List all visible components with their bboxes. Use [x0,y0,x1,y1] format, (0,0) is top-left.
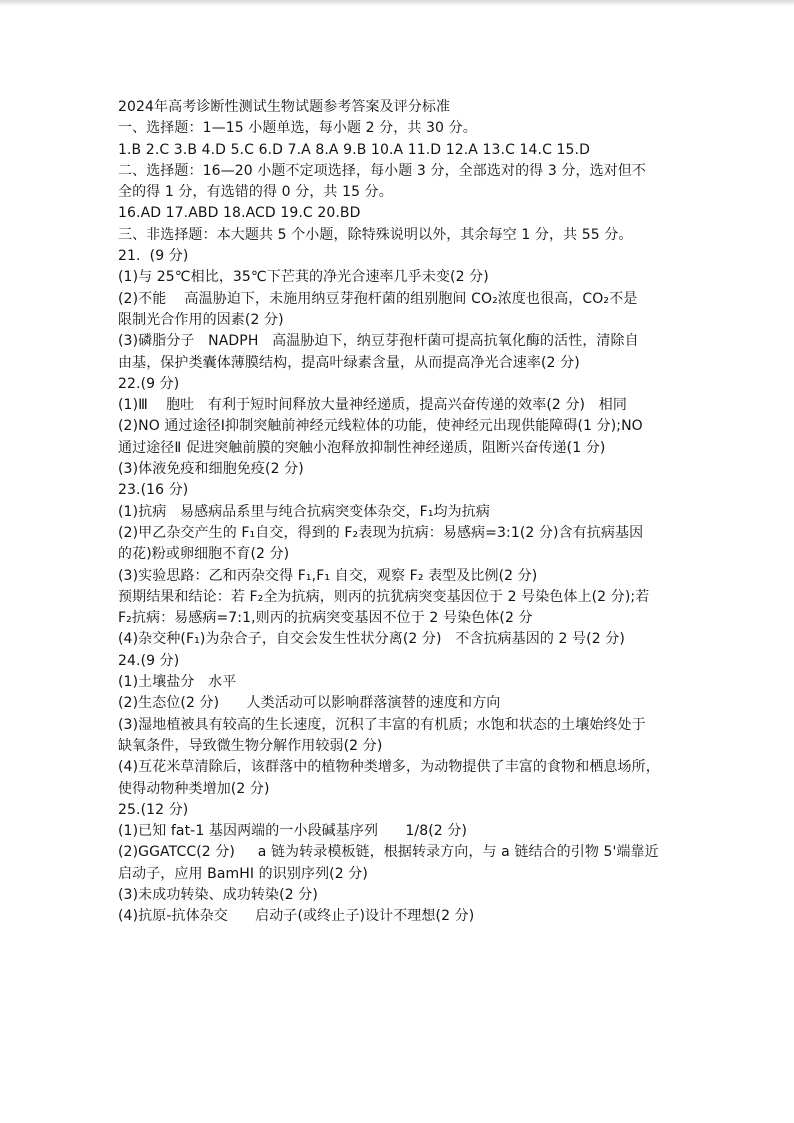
answer-line: (2)NO 通过途径Ⅰ抑制突触前神经元线粒体的功能，使神经元出现供能障碍(1 分);NO [118,418,643,435]
answer-line: 预期结果和结论：若 F₂全为抗病，则丙的抗犹病突变基因位于 2 号染色体上(2 分);若 [118,588,650,605]
answer-line: (3)磷脂分子 NADPH 高温胁迫下，纳豆芽孢杆菌可提高抗氧化酶的活性，清除自 [118,333,639,350]
answer-line: F₂抗病：易感病=7:1,则丙的抗病突变基因不位于 2 号染色体(2 分 [118,610,533,627]
answer-line: (4)抗原-抗体杂交 启动子(或终止子)设计不理想(2 分) [118,908,475,925]
question-24-heading: 24.(9 分) [118,652,180,669]
answer-line: (3)体液免疫和细胞免疫(2 分) [118,461,304,478]
question-23-heading: 23.(16 分) [118,482,189,499]
answer-line: (2)GGATCC(2 分) a 链为转录模板链，根据转录方向，与 a 链结合的引物 5'端靠近 [118,844,659,861]
section-2-answers: 16.AD 17.ABD 18.ACD 19.C 20.BD [118,205,361,222]
scan-edge-shadow [0,0,794,6]
answer-line: (1)抗病 易感病品系里与纯合抗病突变体杂交，F₁均为抗病 [118,503,490,520]
answer-line: 缺氧条件，导致微生物分解作用较弱(2 分) [118,737,383,754]
section-2-heading-cont: 全的得 1 分，有选错的得 0 分，共 15 分。 [118,184,393,201]
answer-line: (2)生态位(2 分) 人类活动可以影响群落演替的速度和方向 [118,695,501,712]
answer-line: (1)已知 fat-1 基因两端的一小段碱基序列 1/8(2 分) [118,823,467,840]
answer-line: (3)实验思路：乙和丙杂交得 F₁,F₁ 自交，观察 F₂ 表型及比例(2 分) [118,567,538,584]
question-22-heading: 22.(9 分) [118,375,180,392]
answer-line: 的花)粉或卵细胞不育(2 分) [118,546,290,563]
question-25-heading: 25.(12 分) [118,801,189,818]
section-1-answers: 1.B 2.C 3.B 4.D 5.C 6.D 7.A 8.A 9.B 10.A 11.D 12.A 13.C 14.C 15.D [118,141,590,158]
answer-line: (4)杂交种(F₁)为杂合子，自交会发生性状分离(2 分) 不含抗病基因的 2 号(2 分) [118,631,625,648]
answer-line: (3)湿地植被具有较高的生长速度，沉积了丰富的有机质；水饱和状态的土壤始终处于 [118,716,646,733]
answer-line: (4)互花米草清除后，该群落中的植物种类增多，为动物提供了丰富的食物和栖息场所， [118,759,660,776]
answer-key-document [118,97,794,928]
answer-line: 启动子，应用 BamHI 的识别序列(2 分) [118,865,368,882]
answer-line: 通过途径Ⅱ 促进突触前膜的突触小泡释放抑制性神经递质，阻断兴奋传递(1 分) [118,439,606,456]
question-21-heading: 21. (9 分) [118,248,189,265]
section-1-heading: 一、选择题：1—15 小题单选，每小题 2 分，共 30 分。 [118,120,477,137]
answer-line: 限制光合作用的因素(2 分) [118,311,284,328]
answer-line: (2)甲乙杂交产生的 F₁自交，得到的 F₂表现为抗病：易感病=3:1(2 分)含有抗病基因 [118,524,644,541]
answer-line: (1)土壤盐分 水平 [118,674,237,691]
answer-line: (1)Ⅲ 胞吐 有利于短时间释放大量神经递质，提高兴奋传递的效率(2 分) 相同 [118,397,627,414]
answer-line: 由基，保护类囊体薄膜结构，提高叶绿素含量，从而提高净光合速率(2 分) [118,354,580,371]
answer-line: 使得动物种类增加(2 分) [118,780,270,797]
section-2-heading: 二、选择题：16—20 小题不定项选择，每小题 3 分，全部选对的得 3 分，选对但不 [118,162,646,179]
answer-line: (3)未成功转染、成功转染(2 分) [118,886,318,903]
section-3-heading: 三、非选择题：本大题共 5 个小题，除特殊说明以外，其余每空 1 分，共 55 分。 [118,226,633,243]
answer-line: (1)与 25℃相比，35℃下芒萁的净光合速率几乎未变(2 分) [118,269,489,286]
document-title: 2024年高考诊断性测试生物试题参考答案及评分标准 [118,99,451,115]
answer-line: (2)不能 高温胁迫下，未施用纳豆芽孢杆菌的组别胞间 CO₂浓度也很高，CO₂不是 [118,290,638,307]
